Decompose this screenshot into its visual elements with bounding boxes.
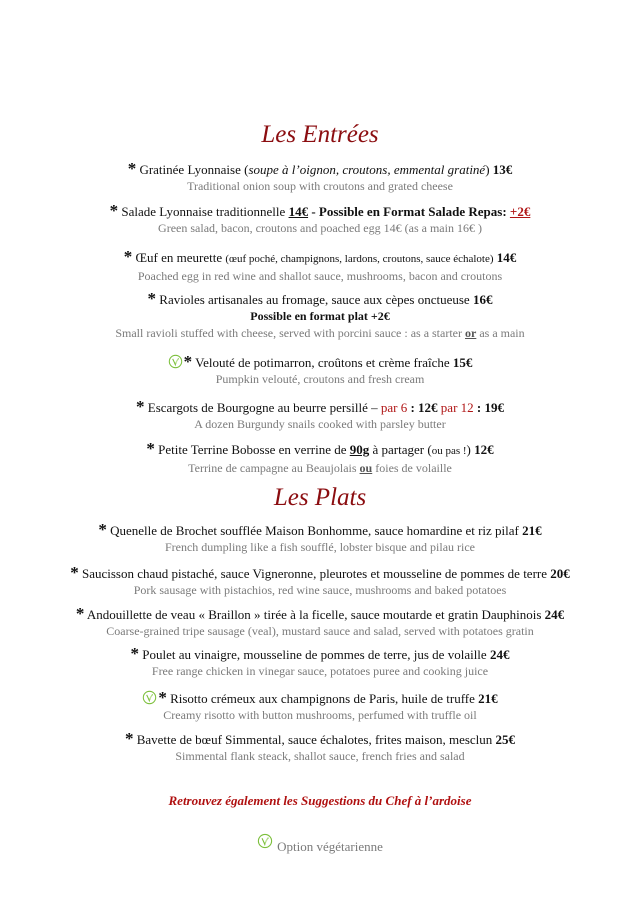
dish-price: 12€ [474, 442, 494, 457]
portion-12: par 12 [440, 400, 474, 415]
dish-english: Coarse-grained tripe sausage (veal), mustard sauce and salad, served with potatoes gratin [106, 624, 534, 638]
dish-english: Green salad, bacon, croutons and poached egg 14€ (as a main 16€ ) [158, 221, 482, 235]
dish-veloute-potimarron: * Velouté de potimarron, croûtons et crème fraîche 15€ Pumpkin velouté, croutons and fresh cream [0, 353, 640, 387]
dish-price: 24€ [544, 607, 565, 622]
dish-english: Pork sausage with pistachios, red wine sauce, mushrooms and baked potatoes [133, 583, 507, 597]
legend-label: Option végétarienne [277, 839, 383, 854]
star-marker: * [158, 688, 167, 707]
dish-description: (œuf poché, champignons, lardons, croutons, sauce échalote) [225, 253, 494, 265]
dish-english: French dumpling like a fish soufflé, lobster bisque and pilau rice [164, 540, 476, 554]
dish-terrine-bobosse: * Petite Terrine Bobosse en verrine de 90g à partager (ou pas !) 12€ Terrine de campagne au Beaujolais ou foies de volaille [0, 440, 640, 476]
dish-risotto: * Risotto crémeux aux champignons de Paris, huile de truffe 21€ Creamy risotto with button mushrooms, perfumed with truffle oil [0, 689, 640, 723]
dish-formula: Possible en format plat +2€ [250, 309, 390, 323]
dish-english: Free range chicken in vinegar sauce, potatoes puree and cooking juice [151, 664, 489, 678]
dish-english: Creamy risotto with button mushrooms, perfumed with truffle oil [163, 708, 477, 722]
dish-description: soupe à l’oignon, croutons, emmental gratiné [248, 162, 486, 177]
star-marker: * [75, 604, 85, 623]
star-marker: * [123, 247, 133, 266]
dish-quenelle: * Quenelle de Brochet soufflée Maison Bonhomme, sauce homardine et riz pilaf 21€ French dumpling like a fish soufflé, lobster bisque and pilau rice [0, 521, 640, 555]
dish-price: 15€ [452, 355, 473, 370]
chef-suggestions-note: Retrouvez également les Suggestions du Chef à l’ardoise [168, 793, 472, 808]
terrine-weight: 90g [349, 442, 370, 457]
dish-price: 13€ [492, 162, 513, 177]
dish-price: : 19€ [473, 400, 504, 415]
entrees-title: Les Entrées [261, 121, 379, 148]
dish-price: 25€ [495, 732, 516, 747]
dish-bavette: * Bavette de bœuf Simmental, sauce échalotes, frites maison, mesclun 25€ Simmental flank steack, shallot sauce, french fries and salad [0, 730, 640, 764]
dish-formula: - Possible en Format Salade Repas: [308, 204, 510, 219]
dish-price: : 12€ [407, 400, 441, 415]
star-marker: * [183, 352, 193, 371]
dish-english: Poached egg in red wine and shallot sauce, mushrooms, bacon and croutons [137, 269, 503, 283]
dish-price: 20€ [550, 566, 570, 581]
dish-escargots: * Escargots de Bourgogne au beurre persillé – par 6 : 12€ par 12 : 19€ A dozen Burgundy snails cooked with parsley butter [0, 398, 640, 432]
dish-price: 21€ [478, 691, 498, 706]
star-marker: * [146, 439, 155, 458]
star-marker: * [136, 397, 145, 416]
dish-english: Traditional onion soup with croutons and grated cheese [187, 179, 453, 193]
dish-salade-lyonnaise: * Salade Lyonnaise traditionnelle 14€ - Possible en Format Salade Repas: +2€ Green salad, bacon, croutons and poached egg 14€ (as a main 16€ ) [0, 202, 640, 236]
dish-price: 24€ [489, 647, 510, 662]
dish-oeuf-en-meurette: * Œuf en meurette (œuf poché, champignons, lardons, croutons, sauce échalote) 14€ Poached egg in red wine and shallot sauce, mushrooms, bacon and croutons [0, 248, 640, 284]
dish-ravioles: * Ravioles artisanales au fromage, sauce aux cèpes onctueuse 16€ Possible en format plat +2€ Small ravioli stuffed with cheese, served with porcini sauce : as a starter or as a main [0, 290, 640, 341]
dish-gratinee-lyonnaise: * Gratinée Lyonnaise (soupe à l’oignon, croutons, emmental gratiné) 13€ Traditional onion soup with croutons and grated cheese [0, 160, 640, 194]
dish-price: 14€ [288, 204, 309, 219]
dish-price: 14€ [493, 250, 517, 265]
portion-6: par 6 [380, 400, 408, 415]
star-marker: * [130, 644, 140, 663]
plats-title: Les Plats [273, 484, 367, 511]
dish-andouillette: * Andouillette de veau « Braillon » tirée à la ficelle, sauce moutarde et gratin Dauphinois 24€ Coarse-grained tripe sausage (veal), mustard sauce and salad, served with potatoes gratin [0, 605, 640, 639]
star-marker: * [109, 201, 119, 220]
dish-english: Small ravioli stuffed with cheese, served with porcini sauce : as a starter or as a main [115, 326, 525, 340]
star-marker: * [127, 159, 137, 178]
dish-english: Simmental flank steack, shallot sauce, french fries and salad [175, 749, 465, 763]
formula-price: +2€ [509, 204, 531, 219]
dish-poulet-vinaigre: * Poulet au vinaigre, mousseline de pommes de terre, jus de volaille 24€ Free range chicken in vinegar sauce, potatoes puree and cooking juice [0, 645, 640, 679]
dish-english: Terrine de campagne au Beaujolais ou foies de volaille [188, 461, 452, 475]
dish-english: A dozen Burgundy snails cooked with parsley butter [194, 417, 446, 431]
star-marker: * [124, 729, 134, 748]
leaf-icon [257, 833, 273, 849]
leaf-icon [142, 690, 157, 705]
star-marker: * [70, 563, 79, 582]
dish-saucisson-chaud: * Saucisson chaud pistaché, sauce Vigneronne, pleurotes et mousseline de pommes de terre 20€ Pork sausage with pistachios, red wine sauce, mushrooms and baked potatoes [0, 564, 640, 598]
star-marker: * [147, 289, 157, 308]
dish-english: Pumpkin velouté, croutons and fresh cream [215, 372, 425, 386]
dish-price: 16€ [472, 292, 493, 307]
dish-price: 21€ [522, 523, 542, 538]
leaf-icon [168, 354, 183, 369]
star-marker: * [98, 520, 107, 539]
vegetarian-legend [0, 833, 640, 855]
